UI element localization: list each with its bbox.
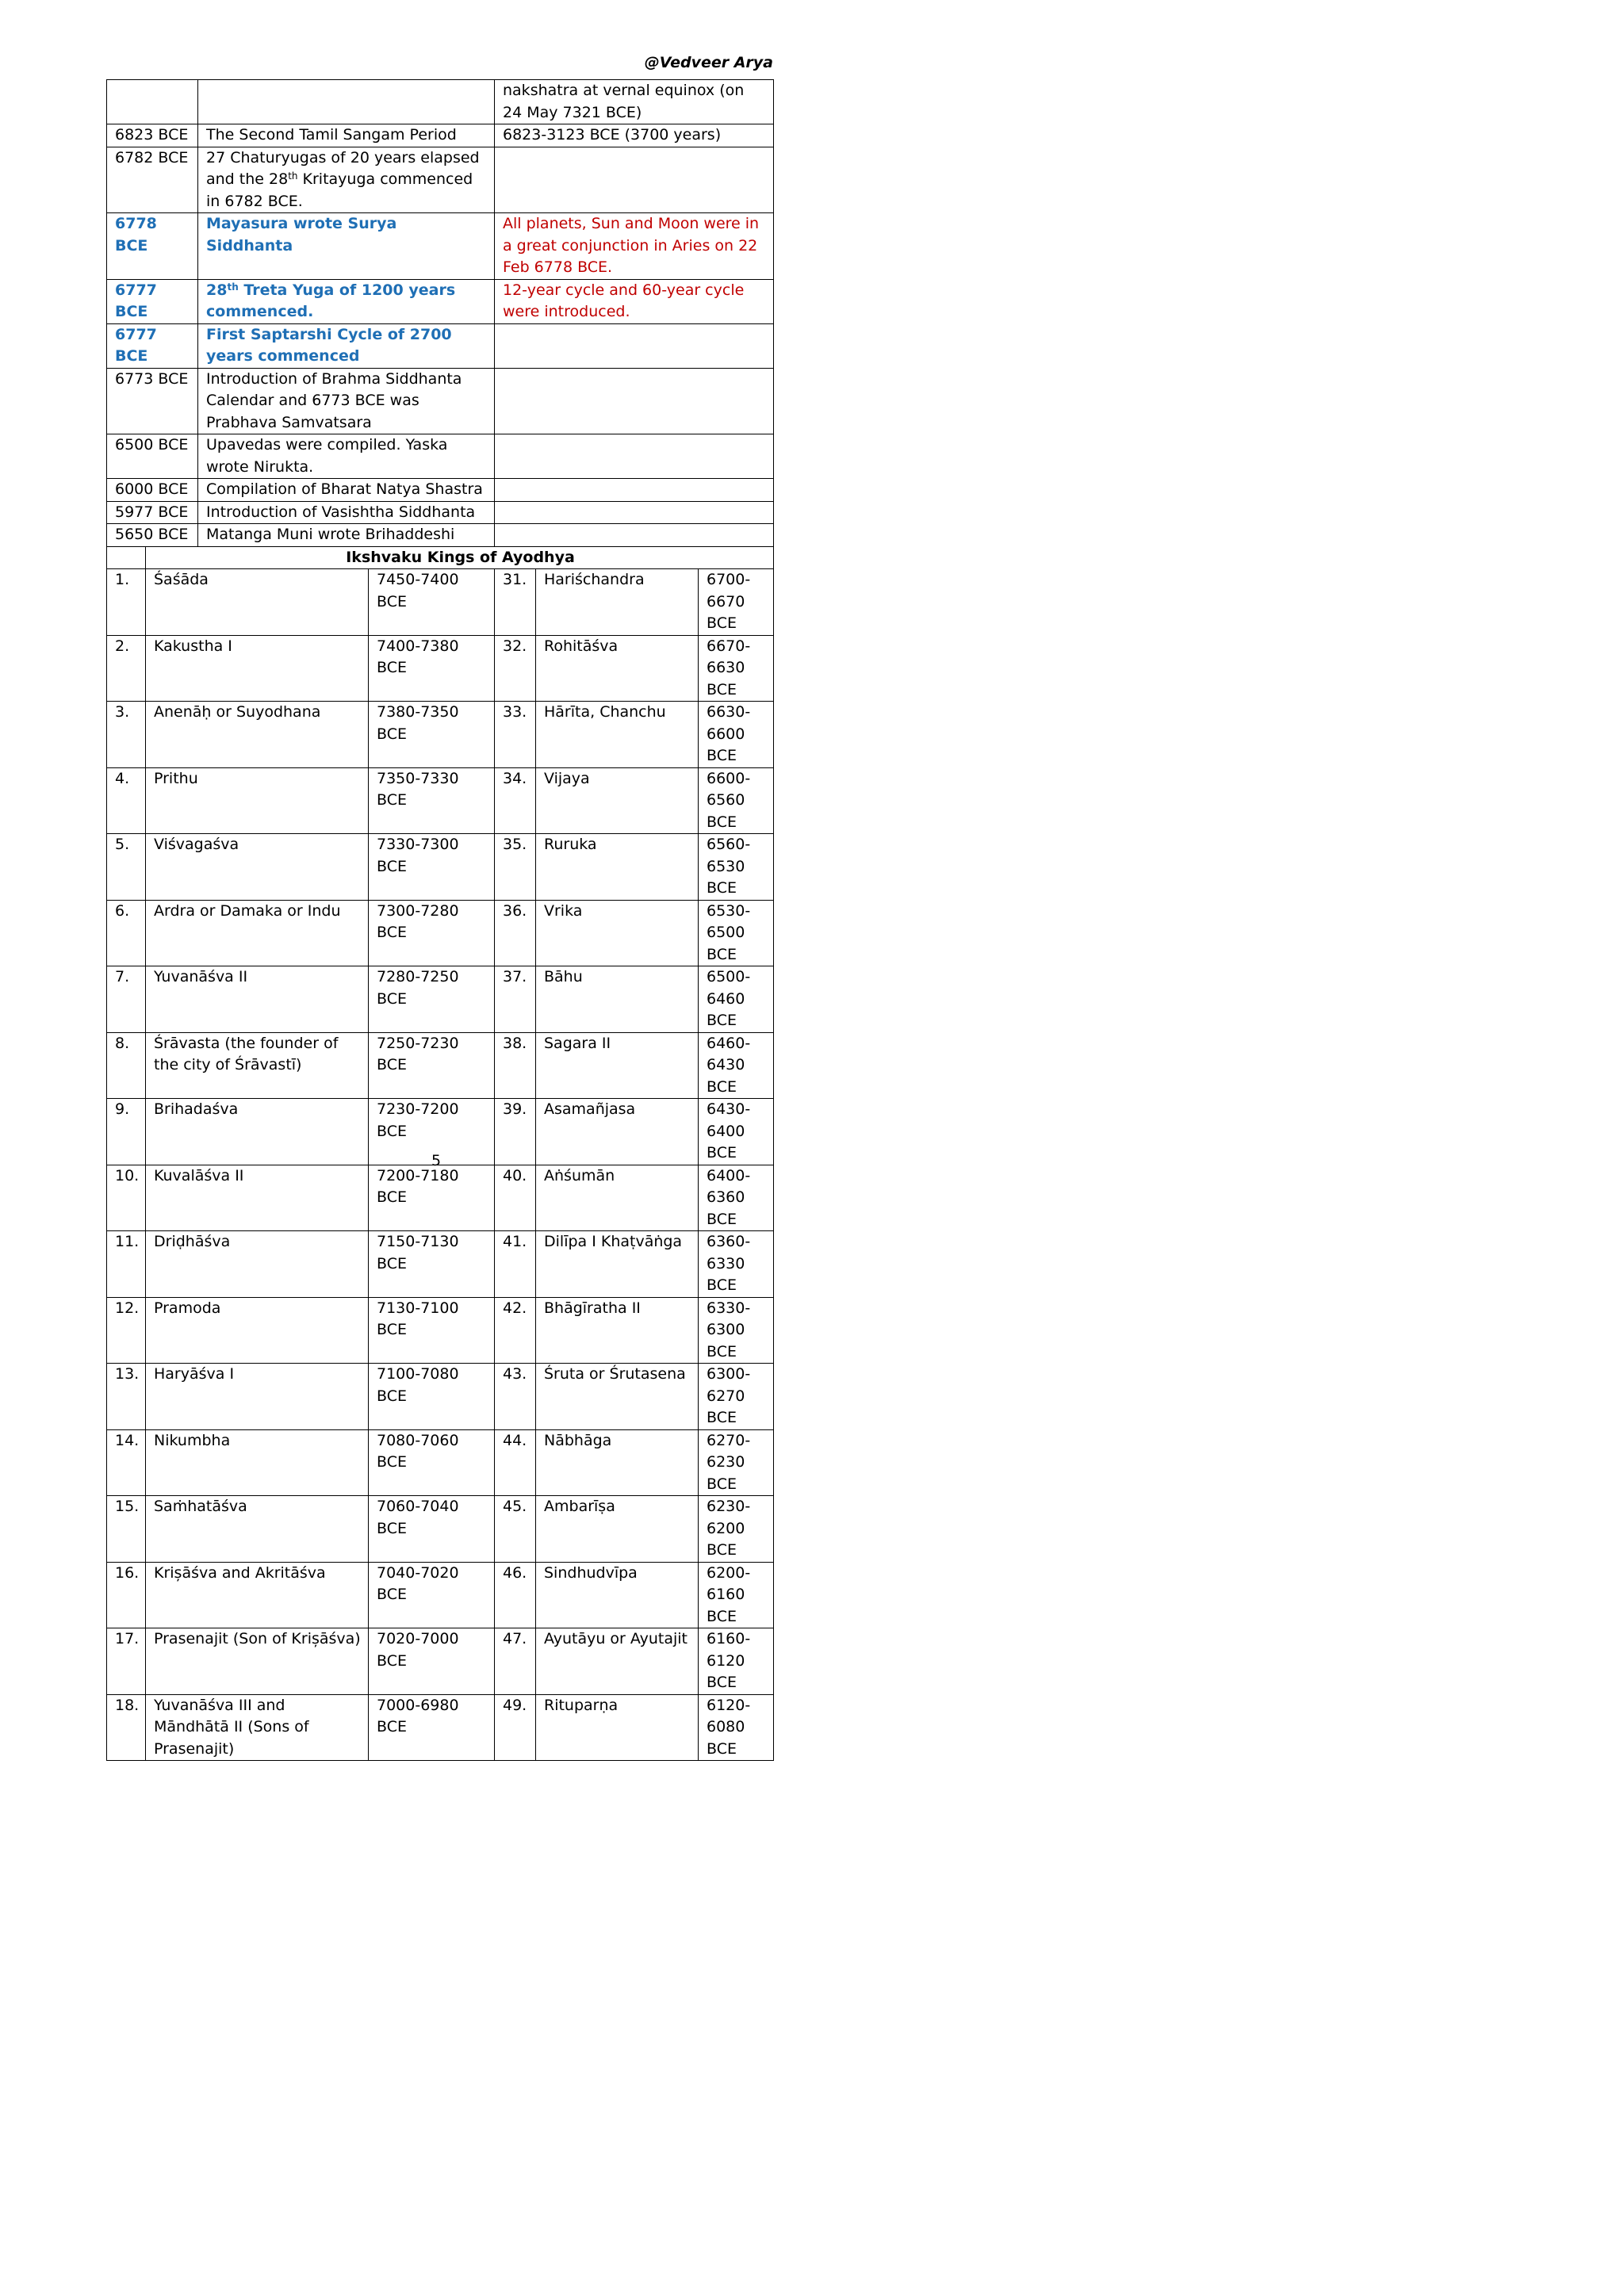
section-heading-row <box>107 546 774 569</box>
king-row <box>107 1694 774 1761</box>
king-name: Hārīta, Chanchu <box>536 702 699 768</box>
note-cell <box>495 147 774 213</box>
king-name: Sagara II <box>536 1032 699 1099</box>
event-text: Treta Yuga of 1200 years commenced. <box>206 281 456 320</box>
year-cell: 5650 BCE <box>107 524 198 547</box>
king-number: 3. <box>107 702 146 768</box>
king-number: 1. <box>107 569 146 636</box>
reign-period: 6670-6630 BCE <box>699 635 774 702</box>
year-cell: 6777 BCE <box>107 323 198 368</box>
king-name: Vrika <box>536 900 699 966</box>
reign-period: 6630-6600 BCE <box>699 702 774 768</box>
reign-period: 7250-7230 BCE <box>369 1032 495 1099</box>
king-number: 14. <box>107 1429 146 1496</box>
reign-period: 6300-6270 BCE <box>699 1364 774 1430</box>
king-number: 35. <box>495 834 536 901</box>
year-cell <box>107 80 198 124</box>
king-number: 46. <box>495 1562 536 1628</box>
king-row <box>107 702 774 768</box>
king-number: 6. <box>107 900 146 966</box>
king-name: Bāhu <box>536 966 699 1033</box>
reign-period: 6230-6200 BCE <box>699 1496 774 1563</box>
king-row <box>107 834 774 901</box>
king-name: Pramoda <box>146 1297 369 1364</box>
king-name: Prasenajit (Son of Krișāśva) <box>146 1628 369 1695</box>
event-text: Kritayuga commenced in 6782 BCE. <box>206 170 473 210</box>
reign-period: 7450-7400 BCE <box>369 569 495 636</box>
reign-period: 7000-6980 BCE <box>369 1694 495 1761</box>
event-cell: The Second Tamil Sangam Period <box>198 124 495 147</box>
king-name: Viśvagaśva <box>146 834 369 901</box>
king-number: 8. <box>107 1032 146 1099</box>
king-number: 9. <box>107 1099 146 1165</box>
king-row <box>107 1032 774 1099</box>
year-cell: 6782 BCE <box>107 147 198 213</box>
note-cell <box>495 434 774 479</box>
king-number: 44. <box>495 1429 536 1496</box>
reign-period: 7060-7040 BCE <box>369 1496 495 1563</box>
king-number: 7. <box>107 966 146 1033</box>
timeline-row <box>107 323 774 368</box>
king-name: Ambarīṣa <box>536 1496 699 1563</box>
note-cell <box>495 479 774 502</box>
king-number: 47. <box>495 1628 536 1695</box>
timeline-row <box>107 434 774 479</box>
king-name: Aṅśumān <box>536 1165 699 1231</box>
reign-period: 6400-6360 BCE <box>699 1165 774 1231</box>
year-cell: 6773 BCE <box>107 368 198 434</box>
king-row <box>107 1297 774 1364</box>
king-number: 37. <box>495 966 536 1033</box>
year-cell: 6823 BCE <box>107 124 198 147</box>
king-number: 17. <box>107 1628 146 1695</box>
king-name: Saṁhatāśva <box>146 1496 369 1563</box>
note-cell: All planets, Sun and Moon were in a great conjunction in Aries on 22 Feb 6778 BCE. <box>495 213 774 280</box>
king-row <box>107 1628 774 1695</box>
page-number: 5 <box>431 1152 442 1169</box>
ordinal-suffix: th <box>227 281 239 293</box>
king-name: Prithu <box>146 767 369 834</box>
king-row <box>107 1364 774 1430</box>
king-name: Dilīpa I Khaṭvāṅga <box>536 1231 699 1298</box>
event-cell <box>198 80 495 124</box>
reign-period: 6160-6120 BCE <box>699 1628 774 1695</box>
note-cell <box>495 323 774 368</box>
reign-period: 7400-7380 BCE <box>369 635 495 702</box>
king-row <box>107 767 774 834</box>
reign-period: 6430-6400 BCE <box>699 1099 774 1165</box>
king-name: Krișāśva and Akritāśva <box>146 1562 369 1628</box>
event-text: 27 Chaturyugas of 20 years elapsed and the 28 <box>206 148 480 188</box>
reign-period: 7350-7330 BCE <box>369 767 495 834</box>
king-number: 38. <box>495 1032 536 1099</box>
timeline-row <box>107 147 774 213</box>
timeline-row <box>107 124 774 147</box>
note-cell <box>495 501 774 524</box>
year-cell: 6000 BCE <box>107 479 198 502</box>
empty-cell <box>107 546 146 569</box>
note-cell: 12-year cycle and 60-year cycle were introduced. <box>495 279 774 323</box>
king-name: Yuvanāśva III and Māndhātā II (Sons of Prasenajit) <box>146 1694 369 1761</box>
king-number: 34. <box>495 767 536 834</box>
king-name: Kakustha I <box>146 635 369 702</box>
king-name: Śrāvasta (the founder of the city of Śrāvastī) <box>146 1032 369 1099</box>
event-text: 28 <box>206 281 228 299</box>
king-number: 5. <box>107 834 146 901</box>
king-row <box>107 1429 774 1496</box>
timeline-row <box>107 368 774 434</box>
reign-period: 7330-7300 BCE <box>369 834 495 901</box>
king-name: Asamañjasa <box>536 1099 699 1165</box>
reign-period: 6200-6160 BCE <box>699 1562 774 1628</box>
king-number: 2. <box>107 635 146 702</box>
reign-period: 7130-7100 BCE <box>369 1297 495 1364</box>
year-cell: 6777 BCE <box>107 279 198 323</box>
event-cell: First Saptarshi Cycle of 2700 years commenced <box>198 323 495 368</box>
reign-period: 6120-6080 BCE <box>699 1694 774 1761</box>
king-name: Rohitāśva <box>536 635 699 702</box>
reign-period: 6530-6500 BCE <box>699 900 774 966</box>
king-number: 4. <box>107 767 146 834</box>
king-number: 31. <box>495 569 536 636</box>
event-cell: Matanga Muni wrote Brihaddeshi <box>198 524 495 547</box>
event-cell: Introduction of Vasishtha Siddhanta <box>198 501 495 524</box>
timeline-row <box>107 213 774 280</box>
reign-period: 6600-6560 BCE <box>699 767 774 834</box>
king-name: Hariśchandra <box>536 569 699 636</box>
reign-period: 7040-7020 BCE <box>369 1562 495 1628</box>
timeline-row <box>107 80 774 124</box>
note-cell <box>495 368 774 434</box>
year-cell: 6778 BCE <box>107 213 198 280</box>
reign-period: 7380-7350 BCE <box>369 702 495 768</box>
king-name: Kuvalāśva II <box>146 1165 369 1231</box>
king-name: Driḍhāśva <box>146 1231 369 1298</box>
reign-period: 7230-7200 BCE <box>369 1099 495 1165</box>
author-header: @Vedveer Arya <box>644 54 773 71</box>
reign-period: 7100-7080 BCE <box>369 1364 495 1430</box>
event-cell: Compilation of Bharat Natya Shastra <box>198 479 495 502</box>
king-number: 45. <box>495 1496 536 1563</box>
king-row <box>107 966 774 1033</box>
chronology-table <box>106 79 774 1761</box>
year-cell: 5977 BCE <box>107 501 198 524</box>
king-name: Bhāgīratha II <box>536 1297 699 1364</box>
reign-period: 7150-7130 BCE <box>369 1231 495 1298</box>
king-name: Brihadaśva <box>146 1099 369 1165</box>
king-name: Haryāśva I <box>146 1364 369 1430</box>
reign-period: 7200-7180 BCE <box>369 1165 495 1231</box>
event-cell <box>198 147 495 213</box>
event-cell: Introduction of Brahma Siddhanta Calendar and 6773 BCE was Prabhava Samvatsara <box>198 368 495 434</box>
king-number: 42. <box>495 1297 536 1364</box>
timeline-row <box>107 479 774 502</box>
king-name: Rituparṇa <box>536 1694 699 1761</box>
king-number: 18. <box>107 1694 146 1761</box>
king-row <box>107 1165 774 1231</box>
king-name: Nikumbha <box>146 1429 369 1496</box>
king-name: Ardra or Damaka or Indu <box>146 900 369 966</box>
reign-period: 6700-6670 BCE <box>699 569 774 636</box>
ordinal-suffix: th <box>288 170 298 182</box>
king-number: 40. <box>495 1165 536 1231</box>
reign-period: 7080-7060 BCE <box>369 1429 495 1496</box>
year-cell: 6500 BCE <box>107 434 198 479</box>
king-name: Anenāḥ or Suyodhana <box>146 702 369 768</box>
reign-period: 6360-6330 BCE <box>699 1231 774 1298</box>
king-name: Nābhāga <box>536 1429 699 1496</box>
event-cell: Upavedas were compiled. Yaska wrote Nirukta. <box>198 434 495 479</box>
king-name: Yuvanāśva II <box>146 966 369 1033</box>
king-name: Vijaya <box>536 767 699 834</box>
reign-period: 7020-7000 BCE <box>369 1628 495 1695</box>
event-cell <box>198 279 495 323</box>
note-cell <box>495 524 774 547</box>
king-name: Ayutāyu or Ayutajit <box>536 1628 699 1695</box>
king-number: 49. <box>495 1694 536 1761</box>
king-number: 41. <box>495 1231 536 1298</box>
reign-period: 6500-6460 BCE <box>699 966 774 1033</box>
king-number: 13. <box>107 1364 146 1430</box>
note-cell: nakshatra at vernal equinox (on 24 May 7321 BCE) <box>495 80 774 124</box>
reign-period: 7280-7250 BCE <box>369 966 495 1033</box>
king-row <box>107 569 774 636</box>
king-row <box>107 900 774 966</box>
king-name: Śruta or Śrutasena <box>536 1364 699 1430</box>
king-row <box>107 1562 774 1628</box>
king-number: 11. <box>107 1231 146 1298</box>
king-row <box>107 1231 774 1298</box>
event-cell: Mayasura wrote Surya Siddhanta <box>198 213 495 280</box>
timeline-row <box>107 279 774 323</box>
reign-period: 6560-6530 BCE <box>699 834 774 901</box>
king-name: Ruruka <box>536 834 699 901</box>
king-number: 16. <box>107 1562 146 1628</box>
king-name: Śaśāda <box>146 569 369 636</box>
king-row <box>107 635 774 702</box>
king-number: 15. <box>107 1496 146 1563</box>
king-number: 10. <box>107 1165 146 1231</box>
timeline-row <box>107 501 774 524</box>
king-row <box>107 1496 774 1563</box>
king-number: 43. <box>495 1364 536 1430</box>
reign-period: 6270-6230 BCE <box>699 1429 774 1496</box>
king-number: 32. <box>495 635 536 702</box>
reign-period: 7300-7280 BCE <box>369 900 495 966</box>
note-cell: 6823-3123 BCE (3700 years) <box>495 124 774 147</box>
timeline-row <box>107 524 774 547</box>
king-number: 39. <box>495 1099 536 1165</box>
king-number: 12. <box>107 1297 146 1364</box>
reign-period: 6460-6430 BCE <box>699 1032 774 1099</box>
reign-period: 6330-6300 BCE <box>699 1297 774 1364</box>
section-title: Ikshvaku Kings of Ayodhya <box>146 546 774 569</box>
king-number: 33. <box>495 702 536 768</box>
king-number: 36. <box>495 900 536 966</box>
king-name: Sindhudvīpa <box>536 1562 699 1628</box>
